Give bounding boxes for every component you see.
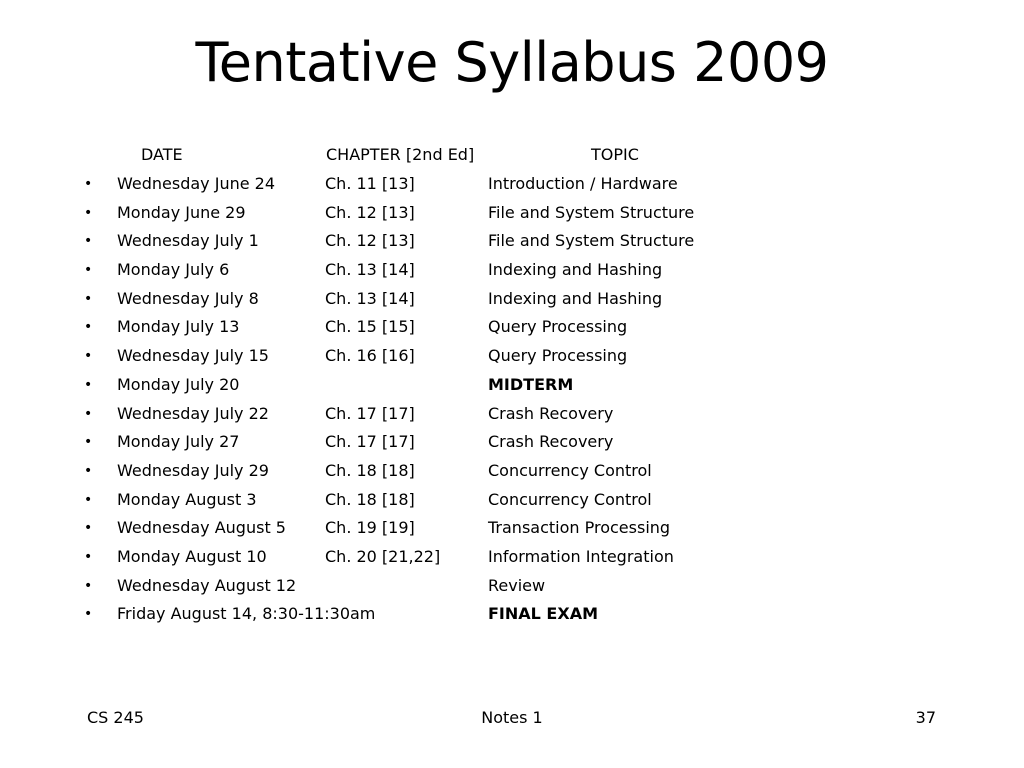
row-topic: Introduction / Hardware	[488, 174, 678, 193]
row-topic: Review	[488, 575, 546, 595]
syllabus-row	[0, 342, 1024, 371]
row-chapter: Ch. 18 [18]	[325, 489, 415, 509]
bullet-icon: •	[84, 233, 93, 250]
row-date: Monday July 20	[117, 374, 240, 394]
row-topic: Query Processing	[488, 346, 628, 366]
row-chapter: Ch. 18 [18]	[325, 460, 415, 480]
syllabus-row	[0, 457, 1024, 486]
chapter-column-header: CHAPTER [2nd Ed]	[326, 145, 475, 164]
row-topic: MIDTERM	[488, 374, 574, 394]
row-chapter: Ch. 11 [13]	[325, 174, 415, 193]
row-topic: File and System Structure	[488, 231, 695, 251]
row-topic: Concurrency Control	[488, 489, 652, 509]
row-chapter: Ch. 17 [17]	[325, 403, 415, 423]
row-chapter: Ch. 13 [14]	[325, 260, 415, 280]
bullet-icon: •	[84, 405, 93, 422]
row-topic: Crash Recovery	[488, 432, 614, 452]
bullet-icon: •	[84, 376, 93, 393]
row-date: Monday August 10	[117, 546, 267, 566]
syllabus-row	[0, 313, 1024, 342]
syllabus-row	[0, 400, 1024, 429]
bullet-icon: •	[84, 176, 93, 192]
row-topic: Query Processing	[488, 317, 628, 337]
row-topic: Information Integration	[488, 546, 674, 566]
row-chapter: Ch. 20 [21,22]	[325, 546, 441, 566]
row-date: Monday July 6	[117, 260, 230, 280]
bullet-icon: •	[84, 548, 93, 565]
row-topic: Crash Recovery	[488, 403, 614, 423]
row-chapter: Ch. 12 [13]	[325, 231, 415, 251]
bullet-icon: •	[84, 290, 93, 307]
syllabus-row	[0, 572, 1024, 601]
row-date: Wednesday August 12	[117, 575, 297, 595]
syllabus-row	[0, 227, 1024, 256]
row-date: Monday July 27	[117, 432, 240, 452]
footer-page-number: 37	[915, 708, 936, 727]
syllabus-row	[0, 371, 1024, 400]
bullet-icon: •	[84, 262, 93, 279]
bullet-icon: •	[84, 204, 93, 221]
slide-title: Tentative Syllabus 2009	[195, 31, 829, 94]
row-chapter: Ch. 12 [13]	[325, 202, 415, 222]
row-date: Wednesday July 1	[117, 231, 259, 251]
row-date: Wednesday July 15	[117, 346, 269, 366]
footer-notes-title: Notes 1	[481, 708, 543, 727]
syllabus-row	[0, 285, 1024, 314]
row-date: Monday June 29	[117, 202, 246, 222]
row-topic: FINAL EXAM	[488, 604, 598, 624]
row-date: Friday August 14, 8:30-11:30am	[117, 604, 376, 624]
syllabus-list	[0, 170, 1024, 629]
row-date: Wednesday July 29	[117, 460, 269, 480]
bullet-icon: •	[84, 319, 93, 336]
bullet-icon: •	[84, 577, 93, 594]
row-chapter: Ch. 13 [14]	[325, 288, 415, 308]
syllabus-row	[0, 486, 1024, 515]
row-date: Monday August 3	[117, 489, 257, 509]
row-topic: Indexing and Hashing	[488, 260, 663, 280]
column-headers	[0, 143, 1024, 167]
bullet-icon: •	[84, 348, 93, 365]
bullet-icon: •	[84, 606, 93, 623]
row-chapter: Ch. 16 [16]	[325, 346, 415, 366]
row-chapter: Ch. 17 [17]	[325, 432, 415, 452]
syllabus-row	[0, 170, 1024, 199]
row-chapter: Ch. 15 [15]	[325, 317, 415, 337]
row-date: Monday July 13	[117, 317, 240, 337]
row-date: Wednesday August 5	[117, 518, 286, 538]
syllabus-row	[0, 543, 1024, 572]
syllabus-row	[0, 256, 1024, 285]
footer-course: CS 245	[87, 708, 144, 727]
row-date: Wednesday July 8	[117, 288, 259, 308]
row-date: Wednesday June 24	[117, 174, 276, 193]
row-topic: Transaction Processing	[488, 518, 671, 538]
bullet-icon: •	[84, 462, 93, 479]
bullet-icon: •	[84, 434, 93, 451]
row-topic: Concurrency Control	[488, 460, 652, 480]
bullet-icon: •	[84, 491, 93, 508]
row-topic: File and System Structure	[488, 202, 695, 222]
row-date: Wednesday July 22	[117, 403, 269, 423]
syllabus-row	[0, 428, 1024, 457]
row-chapter: Ch. 19 [19]	[325, 518, 415, 538]
topic-column-header: TOPIC	[591, 145, 639, 164]
bullet-icon: •	[84, 520, 93, 537]
row-topic: Indexing and Hashing	[488, 288, 663, 308]
syllabus-row	[0, 514, 1024, 543]
syllabus-row	[0, 199, 1024, 228]
syllabus-row	[0, 600, 1024, 629]
date-column-header: DATE	[141, 145, 183, 164]
